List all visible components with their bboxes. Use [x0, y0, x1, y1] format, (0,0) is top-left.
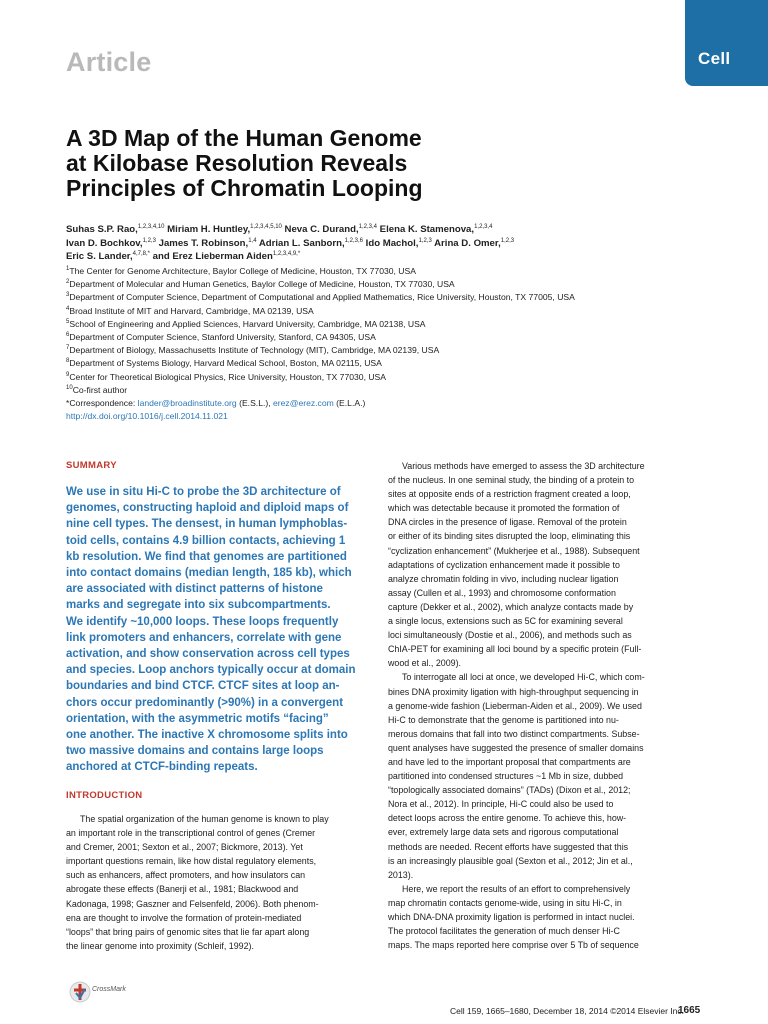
text-line: analyze chromatin folding in vivo, including nuclear ligation [388, 573, 619, 584]
text-line: toid cells, contains 4.9 billion contacts, achieving 1 [66, 534, 346, 547]
text-line: such as enhancers, affect promoters, and how insulators can [66, 870, 306, 881]
crossmark-label: CrossMark [92, 986, 126, 993]
author-name: Neva C. Durand, [281, 224, 359, 235]
title-line: A 3D Map of the Human Genome [66, 125, 422, 151]
text-line: partitioned into condensed structures ~1 Mb in size, dubbed [388, 771, 624, 782]
text-line: important questions remain, like how distal regulatory elements, [66, 856, 317, 867]
author-name: Miriam H. Huntley, [164, 224, 251, 235]
text-line: which was detectable because it promoted the formation of [388, 503, 620, 514]
author-name: Ido Machol, [363, 237, 419, 249]
text-line: an important role in the transcriptional control of genes (Cremer [66, 828, 316, 839]
author-line [66, 223, 706, 237]
text-line: two massive domains and contains large loops [66, 745, 324, 758]
text-line: link promoters and enhancers, correlate with gene [66, 631, 342, 644]
text-line: boundaries and bind CTCF. CTCF sites at loop an- [66, 680, 340, 693]
affiliation-number: 8 [66, 358, 70, 365]
author-line [66, 237, 706, 251]
doi-link[interactable]: http://dx.doi.org/10.1016/j.cell.2014.11.021 [66, 411, 228, 422]
author-affiliation-marker: 1,2,3,4,10 [137, 223, 165, 230]
text-line: detect loops across the entire genome. To achieve this, how- [388, 813, 627, 824]
text-line: into contact domains (median length, 185 kb), which [66, 567, 352, 580]
affiliation-text: Department of Systems Biology, Harvard Medical School, Boston, MA 02115, USA [69, 358, 382, 369]
affiliation-line [66, 384, 726, 397]
affiliation-number: 1 [66, 266, 70, 273]
text-line: a genome-wide fashion (Lieberman-Aiden et al., 2009). We used [388, 700, 642, 711]
text-line: quent analyses have suggested the presence of smaller domains [388, 742, 644, 753]
text-line: and have led to the important proposal that compartments are [388, 756, 631, 767]
author-name: and Erez Lieberman Aiden [150, 251, 273, 262]
affiliation-line [66, 318, 726, 331]
affiliation-line [66, 291, 726, 304]
text-line: Kadonaga, 1998; Gaszner and Felsenfeld, 2006). Both phenom- [66, 898, 319, 909]
text-line: ena are thought to involve the formation of protein-mediated [66, 912, 302, 923]
author-name: Adrian L. Sanborn, [256, 237, 345, 249]
affiliation-number: 5 [66, 318, 70, 325]
affiliation-text: Department of Molecular and Human Genetics, Baylor College of Medicine, Houston, TX 77030, USA [69, 279, 455, 290]
correspondence-text: (E.S.L.), [236, 398, 273, 409]
author-name: Eric S. Lander, [66, 251, 133, 262]
affiliation-number: 4 [66, 305, 70, 312]
text-line: which DNA-DNA proximity ligation is performed in intact nuclei. [388, 912, 635, 922]
text-line: one another. The inactive X chromosome splits into [66, 729, 348, 742]
author-name: Suhas S.P. Rao, [66, 224, 138, 235]
text-line: ChIA-PET for examining all loci bound by a specific protein (Full- [388, 644, 642, 655]
email-link[interactable]: erez@erez.com [273, 398, 334, 409]
author-affiliation-marker: 1,2,3,4 [474, 223, 493, 230]
affiliation-number: 10 [66, 384, 73, 391]
text-line: capture (Dekker et al., 2002), which analyze contacts made by [388, 601, 634, 612]
text-line: kb resolution. We find that genomes are partitioned [66, 550, 347, 563]
text-line: Hi-C to demonstrate that the genome is partitioned into nu- [388, 714, 619, 725]
affiliation-number: 6 [66, 332, 70, 339]
affiliation-line [66, 331, 726, 344]
author-affiliation-marker: 1,2,3 [142, 237, 156, 244]
text-line: adaptations of cyclization enhancement made it possible to [388, 559, 620, 570]
text-line: genomes, constructing haploid and diploid maps of [66, 502, 349, 515]
text-line: marks and segregate into six subcompartments. [66, 599, 331, 612]
affiliation-text: The Center for Genome Architecture, Baylor College of Medicine, Houston, TX 77030, USA [69, 266, 416, 276]
text-line: DNA circles in the presence of ligase. Removal of the protein [388, 517, 627, 528]
author-affiliation-marker: 1,4 [248, 237, 257, 244]
author-list [66, 223, 706, 264]
text-line: or either of its binding sites disrupted the loop, eliminating this [388, 531, 631, 542]
text-line: Here, we report the results of an effort to comprehensively [402, 883, 631, 894]
text-line: Various methods have emerged to assess the 3D architecture [402, 461, 645, 471]
text-line: anchored at CTCF-binding repeats. [66, 761, 258, 774]
text-line: the linear genome into proximity (Schleif, 1992). [66, 940, 254, 951]
summary-text [66, 484, 376, 776]
text-line: sites at opposite ends of a restriction fragment created a loop, [388, 489, 631, 500]
author-name: Elena K. Stamenova, [377, 224, 475, 235]
text-line: chors occur predominantly (>90%) in a convergent [66, 696, 344, 709]
footer-citation: Cell 159, 1665–1680, December 18, 2014 ©2014 Elsevier Inc. [450, 1006, 685, 1016]
text-line: loci simultaneously (Dostie et al., 2006), and methods such as [388, 630, 632, 641]
text-line: assay (Cullen et al., 1993) and chromosome conformation [388, 587, 616, 598]
affiliation-line [66, 278, 726, 291]
journal-logo-tab [685, 0, 768, 86]
text-line: maps. The maps reported here comprise over 5 Tb of sequence [388, 940, 639, 951]
author-affiliation-marker: 1,2,3,4 [358, 223, 378, 230]
text-line: of the nucleus. In one seminal study, the binding of a protein to [388, 475, 635, 486]
affiliation-number: 3 [66, 292, 70, 299]
text-line: is an increasingly plausible goal (Sexton et al., 2012; Jin et al., [388, 855, 633, 866]
affiliation-number: 2 [66, 279, 70, 286]
author-line [66, 250, 706, 264]
text-line: ever, extremely large data sets and rigorous computational [388, 827, 619, 838]
affiliation-text: Co-first author [72, 384, 128, 395]
affiliation-text: School of Engineering and Applied Sciences, Harvard University, Cambridge, MA 02138, USA [69, 318, 426, 329]
introduction-heading: INTRODUCTION [66, 790, 143, 801]
affiliation-text: Broad Institute of MIT and Harvard, Cambridge, MA 02139, USA [69, 305, 314, 316]
summary-heading: SUMMARY [66, 460, 117, 471]
text-line: orientation, with the asymmetric motifs “facing” [66, 712, 329, 725]
correspondence-text: (E.L.A.) [333, 398, 366, 409]
title-line: Principles of Chromatin Looping [66, 175, 423, 201]
text-line: and species. Loop anchors typically occur at domain [66, 664, 356, 677]
affiliation-text: Center for Theoretical Biological Physics, Rice University, Houston, TX 77030, USA [69, 371, 387, 382]
text-line: abrogate these effects (Banerji et al., 1981; Blackwood and [66, 884, 299, 895]
author-affiliation-marker: 1,2,3 [500, 237, 515, 244]
affiliation-text: Department of Computer Science, Department of Computational and Applied Mathematics, Rice University, Houston, TX 77005, USA [69, 292, 575, 303]
author-affiliation-marker: 1,2,3,4,5,10 [250, 223, 282, 230]
text-line: “loops” that bring pairs of genomic sites that lie far apart along [66, 926, 310, 937]
text-line: 2013). [388, 869, 414, 880]
author-affiliation-marker: 4,7,8,* [132, 250, 151, 257]
text-line: To interrogate all loci at once, we developed Hi-C, which com- [402, 672, 645, 683]
text-line: are associated with distinct patterns of histone [66, 583, 323, 596]
author-affiliation-marker: 1,2,3,6 [344, 237, 364, 244]
affiliation-line [66, 357, 726, 370]
crossmark-icon [68, 980, 92, 1004]
text-line: map chromatin contacts genome-wide, using in situ Hi-C, in [388, 897, 622, 908]
affiliation-number: 7 [66, 345, 70, 352]
affiliation-line [66, 265, 726, 278]
article-label: Article [66, 47, 152, 77]
text-line: methods are needed. Recent efforts have suggested that this [388, 841, 629, 852]
text-line: activation, and show conservation across cell types [66, 648, 350, 661]
author-name: James T. Robinson, [155, 237, 249, 249]
author-affiliation-marker: 1,2,3 [418, 237, 432, 244]
paper-title [66, 126, 496, 201]
doi-line [66, 410, 726, 423]
title-line: at Kilobase Resolution Reveals [66, 150, 408, 176]
text-line: and Cremer, 2001; Sexton et al., 2007; Bickmore, 2013). Yet [66, 842, 303, 853]
right-column-text [388, 459, 706, 952]
text-line: The spatial organization of the human genome is known to play [80, 814, 329, 824]
introduction-text [66, 812, 376, 953]
journal-logo: Cell [698, 49, 731, 68]
text-line: merous domains that fall into two distinct compartments. Subse- [388, 728, 640, 739]
correspondence-line [66, 397, 726, 410]
affiliation-line [66, 344, 726, 357]
text-line: a single locus, extensions such as 5C for examining several [388, 616, 623, 627]
text-line: nine cell types. The densest, in human lymphoblas- [66, 518, 348, 531]
author-name: Arina D. Omer, [431, 237, 501, 249]
text-line: “cyclization enhancement” (Mukherjee et al., 1988). Subsequent [388, 545, 640, 556]
text-line: wood et al., 2009). [388, 658, 462, 669]
text-line: “topologically associated domains” (TADs) (Dixon et al., 2012; [388, 785, 631, 796]
text-line: Nora et al., 2012). In principle, Hi-C could also be used to [388, 799, 614, 810]
text-line: bines DNA proximity ligation with high-throughput sequencing in [388, 686, 639, 697]
text-line: We use in situ Hi-C to probe the 3D architecture of [66, 486, 341, 498]
affiliations [66, 265, 726, 423]
email-link[interactable]: lander@broadinstitute.org [137, 398, 237, 409]
affiliation-text: Department of Biology, Massachusetts Institute of Technology (MIT), Cambridge, MA 02139, USA [69, 345, 440, 356]
affiliation-line [66, 371, 726, 384]
affiliation-line [66, 305, 726, 318]
author-name: Ivan D. Bochkov, [66, 237, 143, 249]
correspondence-text: *Correspondence: [66, 398, 138, 409]
page-number: 1665 [678, 1005, 701, 1016]
text-line: We identify ~10,000 loops. These loops frequently [66, 615, 339, 628]
affiliation-number: 9 [66, 371, 70, 378]
affiliation-text: Department of Computer Science, Stanford University, Stanford, CA 94305, USA [69, 332, 376, 343]
text-line: The protocol facilitates the generation of much denser Hi-C [388, 926, 620, 937]
author-affiliation-marker: 1,2,3,4,9,* [272, 250, 301, 257]
